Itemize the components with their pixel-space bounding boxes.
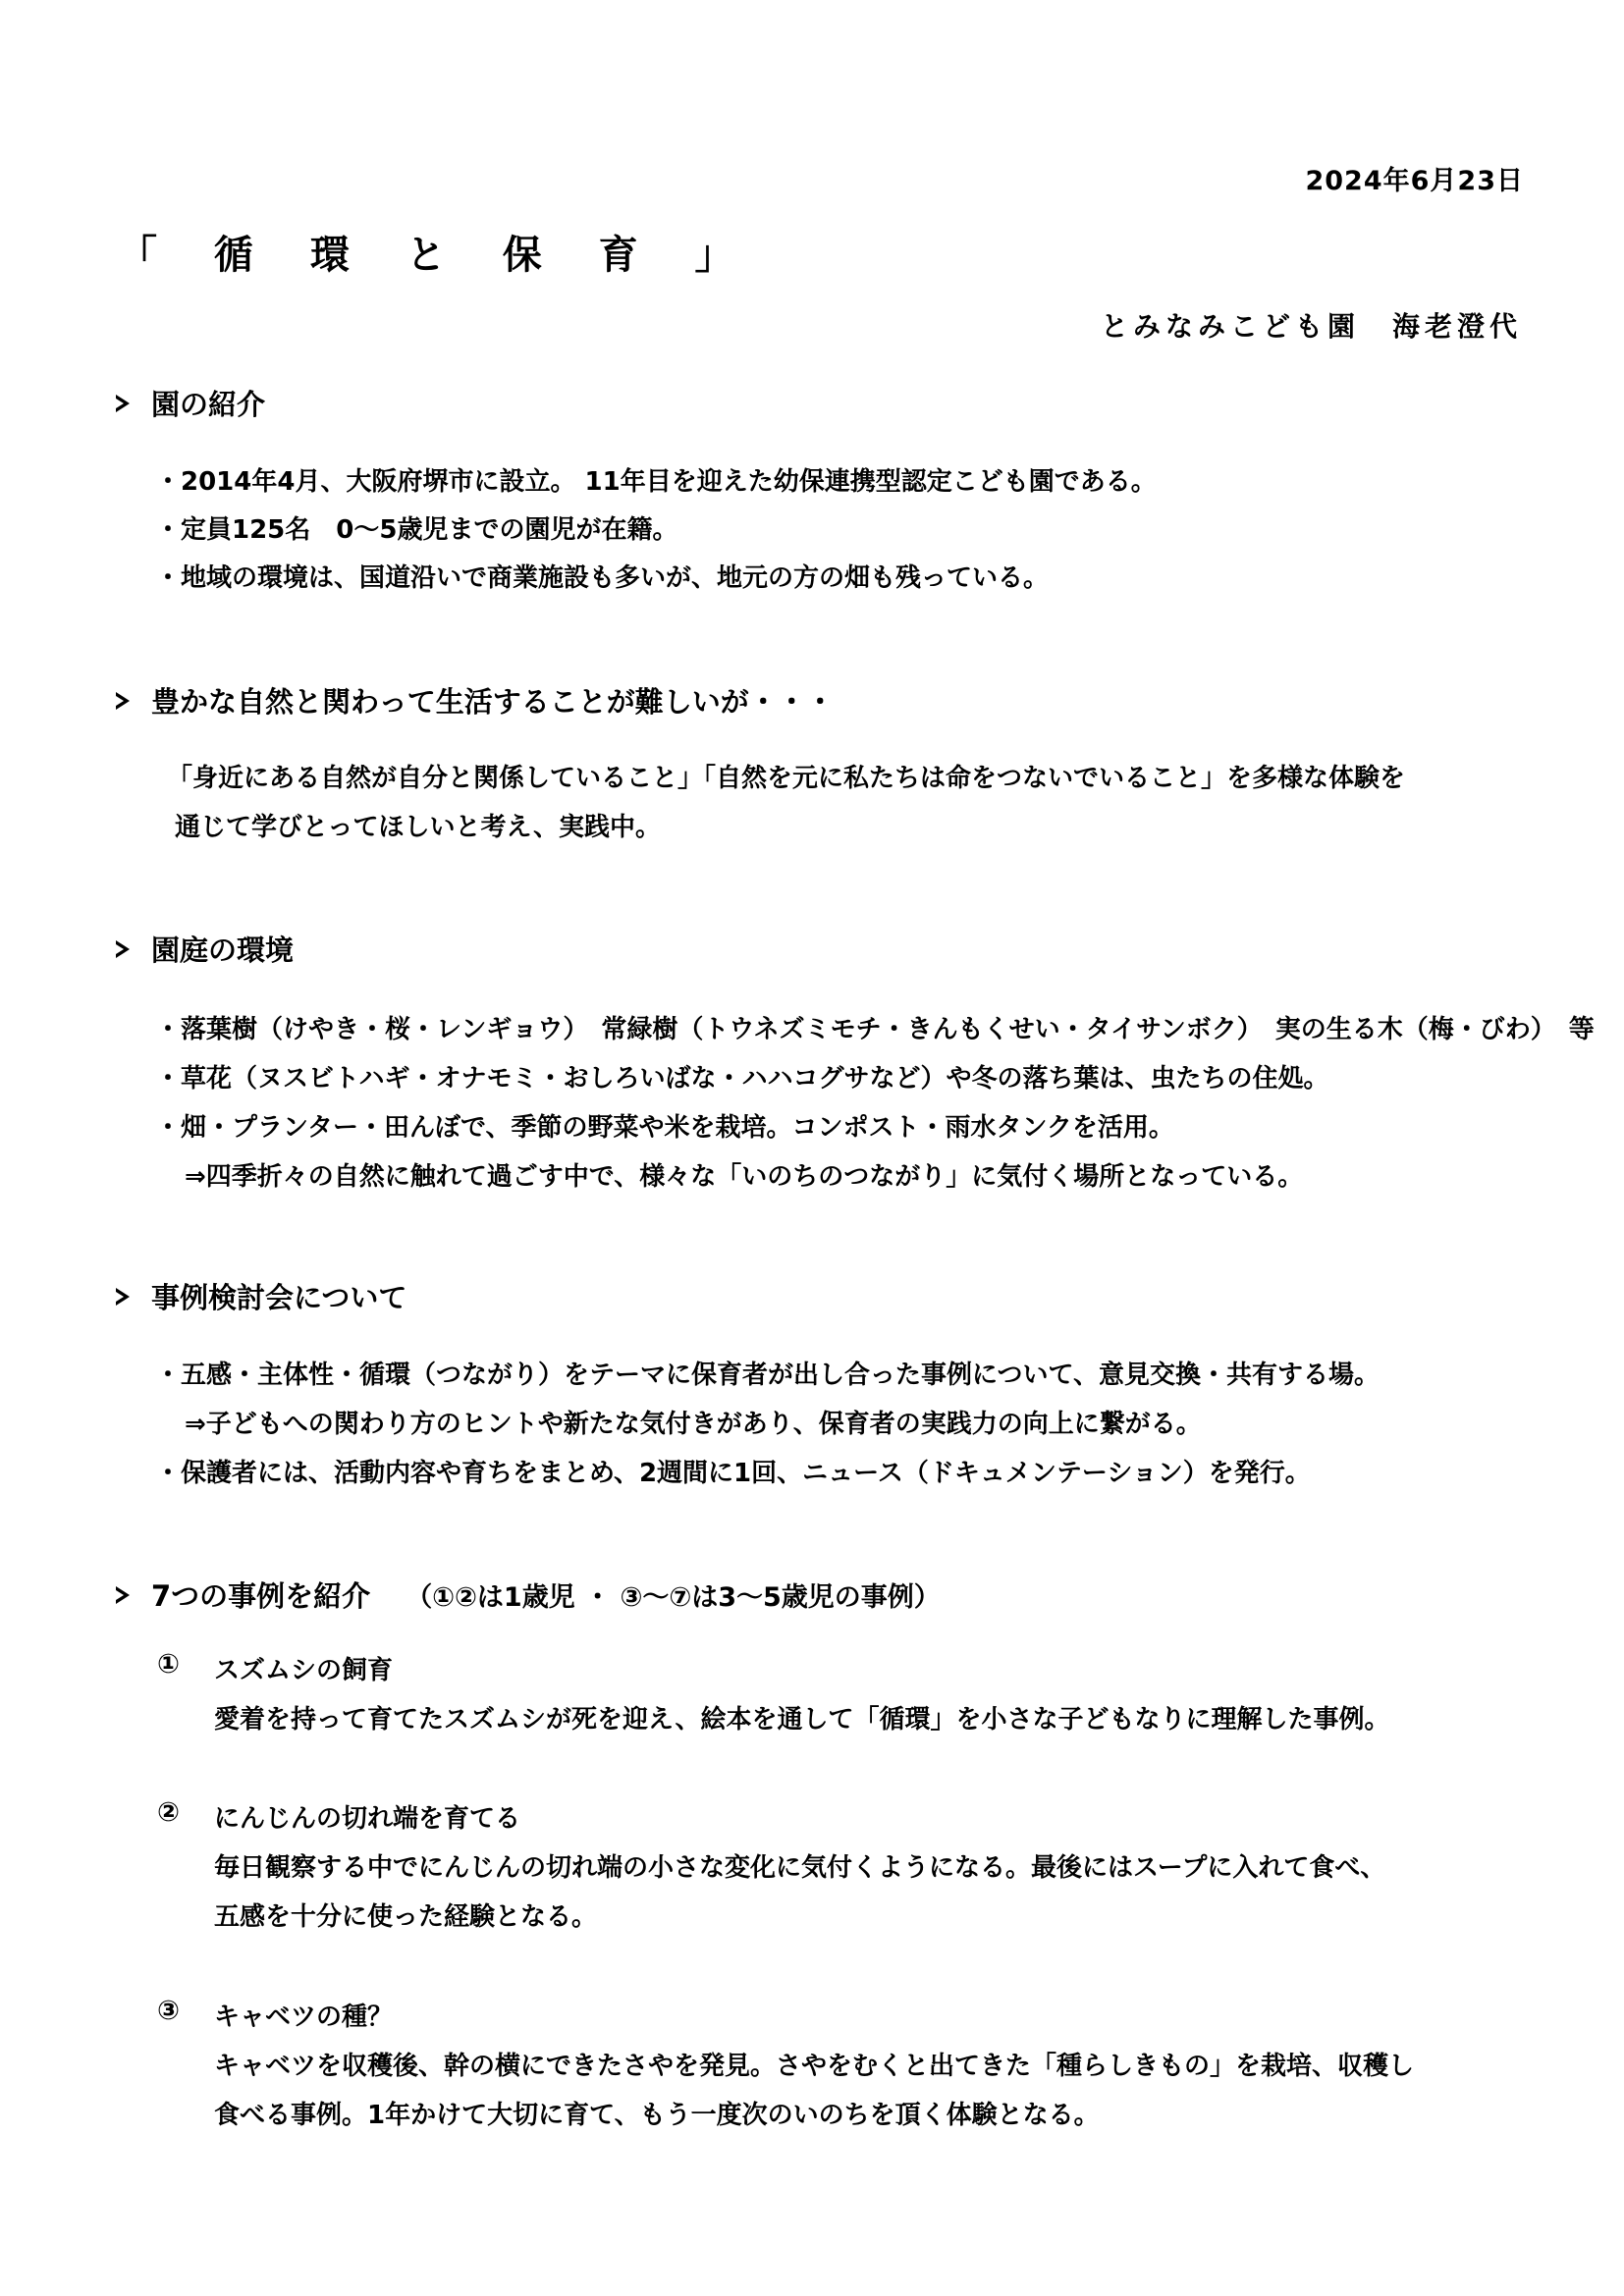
case-number: ③ [157, 1996, 180, 2026]
case-number: ① [157, 1649, 180, 1680]
body-line: ・2014年4月、大阪府堺市に設立。 11年目を迎えた幼保連携型認定こども園である。 [155, 467, 1157, 497]
case-title: スズムシの飼育 [214, 1656, 394, 1685]
section-heading-cases [116, 1575, 941, 1615]
section-heading-label: 豊かな自然と関わって生活することが難しいが・・・ [151, 685, 835, 719]
body-line: ⇒四季折々の自然に触れて過ごす中で、様々な「いのちのつながり」に気付く場所となっている。 [185, 1162, 1304, 1192]
section-heading-label: 7つの事例を紹介 [151, 1579, 371, 1613]
document-date: 2024年6月23日 [1305, 166, 1524, 196]
arrow-bullet-icon [116, 395, 130, 412]
body-line: 「身近にある自然が自分と関係していること」「自然を元に私たちは命をつないでいること」を多様な体験を [167, 764, 1406, 793]
section-heading-label: 園の紹介 [151, 388, 266, 421]
case-title: にんじんの切れ端を育てる [214, 1804, 521, 1834]
body-line: ・地域の環境は、国道沿いで商業施設も多いが、地元の方の畑も残っている。 [155, 563, 1050, 593]
document-title: 「 循 環 と 保 育 」 [118, 233, 756, 278]
document-author: とみなみこども園 海老澄代 [1100, 310, 1522, 343]
body-line: ・落葉樹（けやき・桜・レンギョウ） 常緑樹（トウネズミモチ・きんもくせい・タイサンボク） 実の生る木（梅・びわ） 等 [155, 1015, 1595, 1044]
arrow-bullet-icon [116, 940, 130, 958]
section-heading-note: （①②は1歳児 ・ ③～⑦は3～5歳児の事例） [406, 1582, 941, 1613]
arrow-bullet-icon [116, 1586, 130, 1604]
case-description: 毎日観察する中でにんじんの切れ端の小さな変化に気付くようになる。最後にはスープに入れて食べ、 [214, 1853, 1386, 1883]
arrow-bullet-icon [116, 692, 130, 710]
body-line: 通じて学びとってほしいと考え、実践中。 [175, 813, 662, 842]
body-line: ・草花（ヌスビトハギ・オナモミ・おしろいばな・ハハコグサなど）や冬の落ち葉は、虫たちの住処。 [155, 1064, 1329, 1094]
case-description: 五感を十分に使った経験となる。 [214, 1902, 598, 1932]
arrow-bullet-icon [116, 1288, 130, 1306]
section-heading-meeting [116, 1276, 406, 1316]
case-description: 愛着を持って育てたスズムシが死を迎え、絵本を通して「循環」を小さな子どもなりに理解した事例。 [214, 1705, 1390, 1735]
section-heading-intro [116, 383, 265, 423]
case-number: ② [157, 1797, 180, 1828]
case-title: キャベツの種？ [214, 2002, 394, 2032]
body-line: ・定員125名 0～5歳児までの園児が在籍。 [155, 515, 678, 545]
section-heading-nature [116, 680, 835, 721]
section-heading-label: 園庭の環境 [151, 934, 295, 967]
body-line: ・畑・プランター・田んぼで、季節の野菜や米を栽培。コンポスト・雨水タンクを活用。 [155, 1113, 1174, 1143]
body-line: ・五感・主体性・循環（つながり）をテーマに保育者が出し合った事例について、意見交換・共有する場。 [155, 1361, 1380, 1390]
body-line: ・保護者には、活動内容や育ちをまとめ、2週間に1回、ニュース（ドキュメンテーション）を発行。 [155, 1459, 1311, 1488]
body-line: ⇒子どもへの関わり方のヒントや新たな気付きがあり、保育者の実践力の向上に繋がる。 [185, 1410, 1202, 1439]
case-description: キャベツを収穫後、幹の横にできたさやを発見。さやをむくと出てきた「種らしきもの」を栽培、収穫し [214, 2052, 1415, 2081]
section-heading-garden [116, 929, 294, 969]
case-description: 食べる事例。1年かけて大切に育て、もう一度次のいのちを頂く体験となる。 [214, 2101, 1100, 2130]
section-heading-label: 事例検討会について [151, 1281, 407, 1314]
